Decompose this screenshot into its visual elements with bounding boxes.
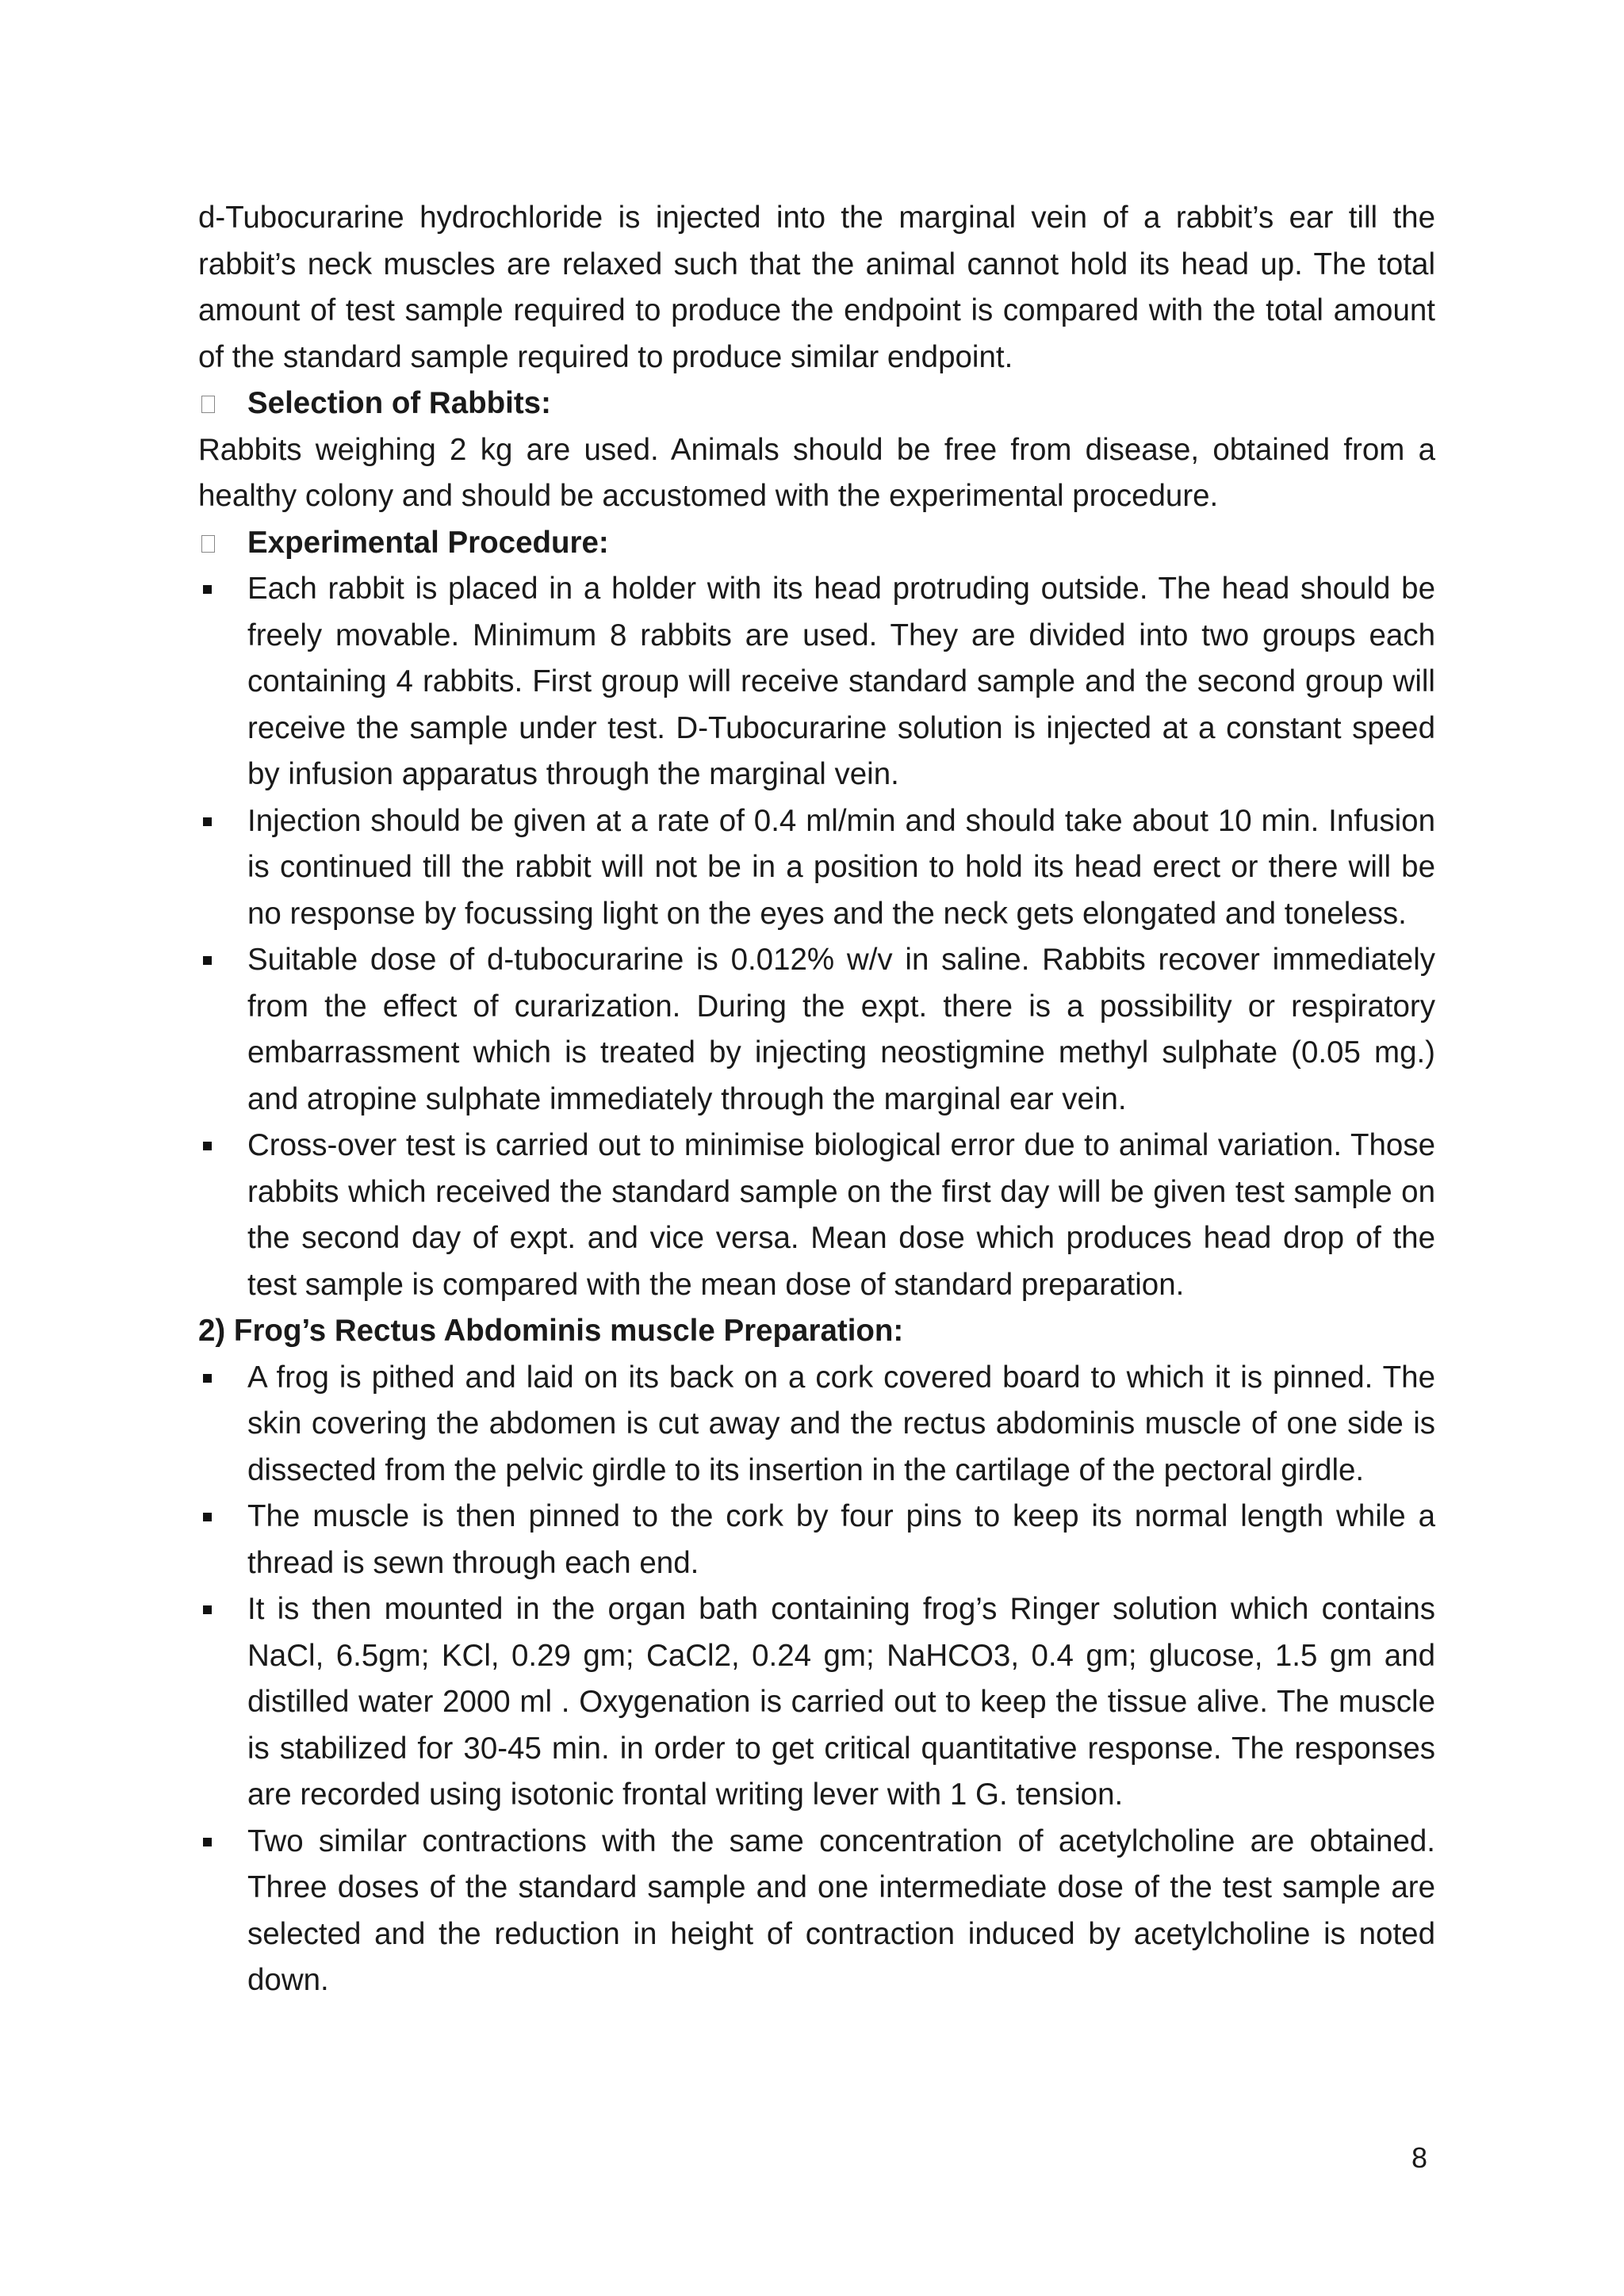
frog-list-item: It is then mounted in the organ bath containing frog’s Ringer solution which contains NaCl, 6.5gm; KCl, 0.29 gm; CaCl2, 0.24 gm; NaHCO3, 0.4 gm; glucose, 1.5 gm and distilled water 2000 ml . Oxygenation is carried out to keep the tissue alive. The muscle is stabilized for 30-45 min. in order to get critical quantitative response. The responses are recorded using isotonic frontal writing lever with 1 G. tension. bbox=[198, 1586, 1435, 1819]
selection-paragraph: Rabbits weighing 2 kg are used. Animals should be free from disease, obtained from a healthy colony and should be accustomed with the experimental procedure. bbox=[198, 432, 1435, 513]
procedure-heading bbox=[198, 520, 1435, 567]
frog-list-item: Two similar contractions with the same concentration of acetylcholine are obtained. Three doses of the standard sample and one intermediate dose of the test sample are selected and the reduction in height of contraction induced by acetylcholine is noted down. bbox=[198, 1819, 1435, 2004]
procedure-list-item: Cross-over test is carried out to minimise biological error due to animal variation. Those rabbits which received the standard sample on the first day will be given test sample on the second day of expt. and vice versa. Mean dose which produces head drop of the test sample is compared with the mean dose of standard preparation. bbox=[198, 1123, 1435, 1308]
procedure-heading-text: Experimental Procedure: bbox=[247, 525, 609, 560]
frog-list-item: A frog is pithed and laid on its back on a cork covered board to which it is pinned. The skin covering the abdomen is cut away and the rectus abdominis muscle of one side is dissected from the pelvic girdle to its insertion in the cartilage of the pectoral girdle. bbox=[198, 1355, 1435, 1494]
procedure-list-item: Injection should be given at a rate of 0.4 ml/min and should take about 10 min. Infusion is continued till the rabbit will not be in a position to hold its head erect or there will be no response by focussing light on the eyes and the neck gets elongated and toneless. bbox=[198, 798, 1435, 938]
checkbox-bullet-icon bbox=[198, 381, 247, 427]
procedure-list bbox=[198, 566, 1435, 1308]
frog-list-item: The muscle is then pinned to the cork by four pins to keep its normal length while a thread is sewn through each end. bbox=[198, 1494, 1435, 1586]
procedure-list-item: Each rabbit is placed in a holder with its head protruding outside. The head should be freely movable. Minimum 8 rabbits are used. They are divided into two groups each containing 4 rabbits. First group will receive standard sample and the second group will receive the sample under test. D-Tubocurarine solution is injected at a constant speed by infusion apparatus through the marginal vein. bbox=[198, 566, 1435, 798]
page-body bbox=[198, 195, 1435, 2004]
frog-list bbox=[198, 1355, 1435, 2004]
selection-heading-text: Selection of Rabbits: bbox=[247, 386, 551, 420]
intro-paragraph: d-Tubocurarine hydrochloride is injected into the marginal vein of a rabbit’s ear till the rabbit’s neck muscles are relaxed such that the animal cannot hold its head up. The total amount of test sample required to produce the endpoint is compared with the total amount of the standard sample required to produce similar endpoint. bbox=[198, 201, 1435, 374]
page-number: 8 bbox=[1411, 2141, 1428, 2174]
frog-section-heading: 2) Frog’s Rectus Abdominis muscle Preparation: bbox=[198, 1314, 904, 1348]
procedure-list-item: Suitable dose of d-tubocurarine is 0.012% w/v in saline. Rabbits recover immediately from the effect of curarization. During the expt. there is a possibility or respiratory embarrassment which is treated by injecting neostigmine methyl sulphate (0.05 mg.) and atropine sulphate immediately through the marginal ear vein. bbox=[198, 937, 1435, 1123]
checkbox-bullet-icon bbox=[198, 520, 247, 567]
selection-heading bbox=[198, 381, 1435, 427]
